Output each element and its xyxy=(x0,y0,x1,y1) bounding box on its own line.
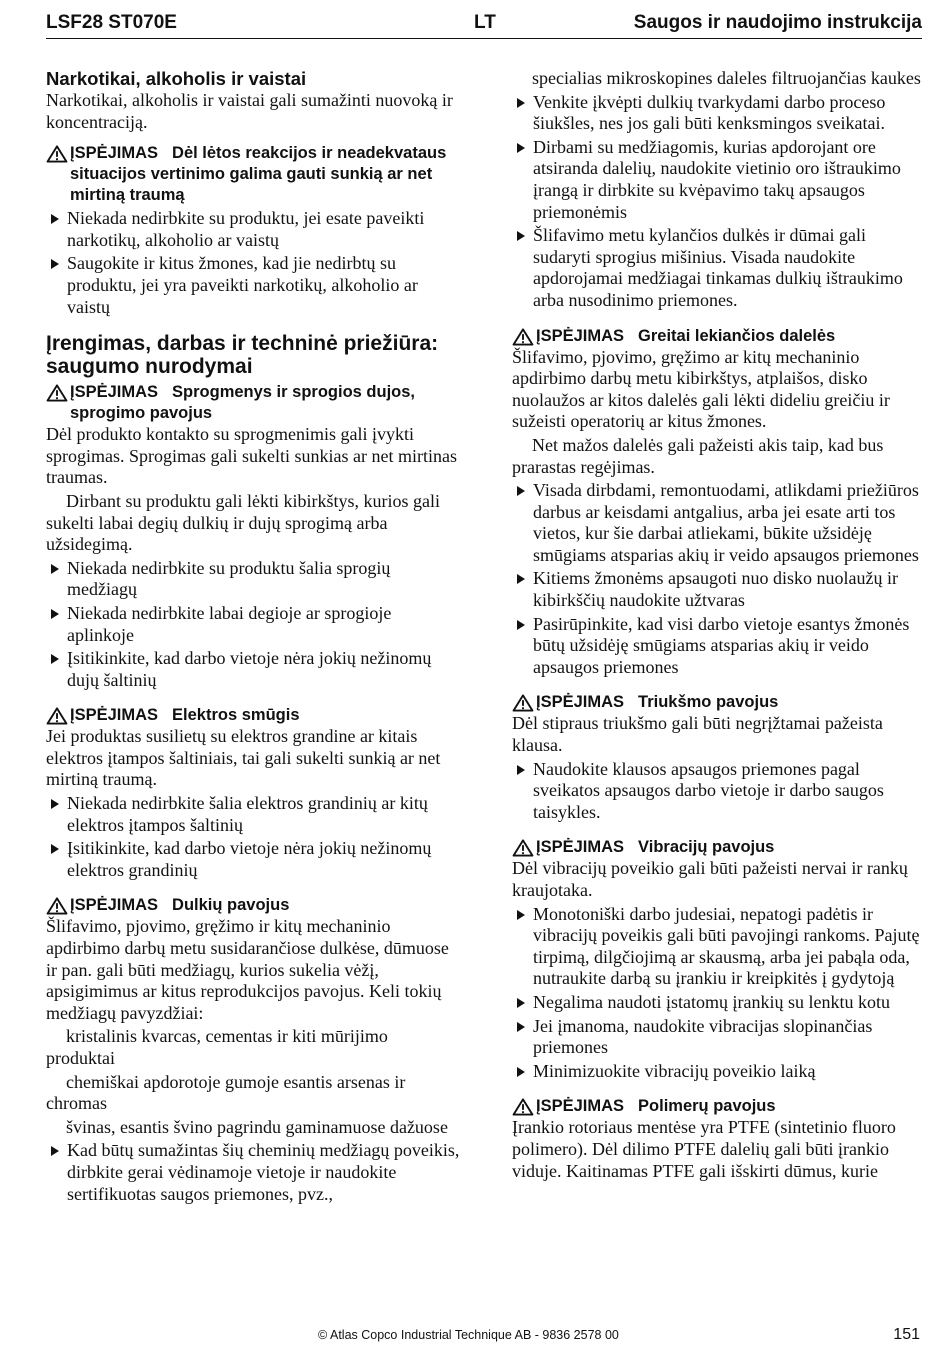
list-item: Naudokite klausos apsaugos priemones pagal sveikatos apsaugos darbo vietoje ir darbo saugos taisykles. xyxy=(512,759,924,824)
header-language: LT xyxy=(474,12,496,33)
polymer-section xyxy=(512,1096,924,1182)
vibration-para-1: Dėl vibracijų poveikio gali būti pažeisti nervai ir rankų kraujotaka. xyxy=(512,858,908,900)
warning-text: Dėl lėtos reakcijos ir neadekvataus situacijos vertinimo galima gauti sunkią ar net mirtiną traumą xyxy=(70,144,447,205)
left-column xyxy=(46,68,460,1207)
warning-label: ĮSPĖJIMAS xyxy=(536,326,625,345)
dust-example: kristalinis kvarcas, cementas ir kiti mūrijimo produktai xyxy=(46,1026,388,1068)
list-item: Niekada nedirbkite su produktu, jei esate paveikti narkotikų, alkoholio ar vaistų xyxy=(46,208,460,251)
warning-text: Sprogmenys ir sprogios dujos, sprogimo pavojus xyxy=(70,383,415,423)
list-item: Šlifavimo metu kylančios dulkės ir dūmai gali sudaryti sprogius mišinius. Visada naudokite apdorojamai medžiagai tinkamas dulkių ištraukimo arba nusodinimo priemones. xyxy=(512,225,924,311)
list-item: Niekada nedirbkite su produktu šalia sprogių medžiagų xyxy=(46,558,460,601)
warning-label: ĮSPĖJIMAS xyxy=(536,838,625,857)
explosive-warning xyxy=(46,382,460,424)
warning-triangle-icon xyxy=(512,1098,534,1116)
warning-text: Triukšmo pavojus xyxy=(638,693,779,712)
warning-text: Dulkių pavojus xyxy=(172,896,290,915)
electric-section xyxy=(46,705,460,881)
list-item: Venkite įkvėpti dulkių tvarkydami darbo proceso šiukšles, nes jos gali būti kenksmingos sveikatai. xyxy=(512,92,924,135)
dust-section xyxy=(46,895,460,1205)
list-item: Kad būtų sumažintas šių cheminių medžiagų poveikis, dirbkite gerai vėdinamoje vietoje ir naudokite sertifikuotas saugos priemones, pvz., xyxy=(46,1140,460,1205)
dust-warning xyxy=(46,895,460,916)
dust-list xyxy=(46,1140,460,1205)
list-item: Monotoniški darbo judesiai, nepatogi padėtis ir vibracijų poveikis gali būti pavojingi rankoms. Pajutę tirpimą, dilgčiojimą ar skausmą, arba jei pabąla oda, nutraukite darbą su įrankiu ir kreipkitės į gydytoją xyxy=(512,904,924,990)
list-item: Saugokite ir kitus žmones, kad jie nedirbtų su produktu, jei yra paveikti narkotikų, alkoholio ar vaistų xyxy=(46,253,460,318)
particles-warning xyxy=(512,326,924,347)
warning-label: ĮSPĖJIMAS xyxy=(70,896,159,915)
polymer-para-1: Įrankio rotoriaus mentėse yra PTFE (sintetinio fluoro polimero). Dėl dilimo PTFE dalelių gali būti įrankio viduje. Kaitinamas PTFE gali išskirti dūmus, kurie xyxy=(512,1117,896,1181)
noise-section xyxy=(512,692,924,823)
list-item: Niekada nedirbkite labai degioje ar sprogioje aplinkoje xyxy=(46,603,460,646)
narcotics-section xyxy=(46,68,460,318)
header-doc-title: Saugos ir naudojimo instrukcija xyxy=(633,12,922,33)
electric-warning xyxy=(46,705,460,726)
vibration-warning xyxy=(512,837,924,858)
warning-label: ĮSPĖJIMAS xyxy=(536,1097,625,1116)
header-model: LSF28 ST070E xyxy=(46,12,177,33)
list-item: Minimizuokite vibracijų poveikio laiką xyxy=(512,1061,924,1083)
particles-section xyxy=(512,326,924,679)
dust-example: chemiškai apdorotoje gumoje esantis arsenas ir chromas xyxy=(46,1071,406,1114)
warning-triangle-icon xyxy=(512,839,534,857)
list-item: Niekada nedirbkite šalia elektros grandinių ar kitų elektros įtampos šaltinių xyxy=(46,793,460,836)
narcotics-warning xyxy=(46,143,460,206)
warning-label: ĮSPĖJIMAS xyxy=(70,383,159,402)
electric-list xyxy=(46,793,460,881)
dust-example: švinas, esantis švino pagrindu gaminamuose dažuose xyxy=(66,1116,448,1137)
narcotics-list xyxy=(46,208,460,318)
dust-continued xyxy=(512,68,924,312)
list-item: Dirbami su medžiagomis, kurias apdorojant ore atsiranda dalelių, naudokite vietinio oro ištraukimo įrangą ir dirbkite su kvėpavimo takų apsaugos priemonėmis xyxy=(512,137,924,223)
right-column xyxy=(512,68,924,1182)
warning-triangle-icon xyxy=(46,897,68,915)
vibration-section xyxy=(512,837,924,1082)
narcotics-intro: Narkotikai, alkoholis ir vaistai gali sumažinti nuovoką ir koncentraciją. xyxy=(46,90,453,132)
warning-triangle-icon xyxy=(46,707,68,725)
footer-copyright: © Atlas Copco Industrial Technique AB - 9836 2578 00 xyxy=(318,1328,619,1342)
explosive-para-2: Dirbant su produktu gali lėkti kibirkštys, kurios gali sukelti labai degių dulkių ir dujų sprogimą arba užsidegimą. xyxy=(46,490,440,555)
dust-continued-text: specialias mikroskopines daleles filtruojančias kaukes xyxy=(532,68,921,88)
warning-text: Greitai lekiančios dalelės xyxy=(638,326,836,345)
warning-triangle-icon xyxy=(46,145,68,163)
dust-para-1: Šlifavimo, pjovimo, gręžimo ir kitų mechaninio apdirbimo darbų metu susidarančiose dulkėse, dūmuose ir pan. gali būti medžiagų, kurios sukelia vėžį, apsigimimus ar kitus reprodukcijos pavojus. Keli tokių medžiagų pavyzdžiai: xyxy=(46,916,449,1023)
noise-warning xyxy=(512,692,924,713)
polymer-warning xyxy=(512,1096,924,1117)
warning-triangle-icon xyxy=(512,328,534,346)
warning-triangle-icon xyxy=(512,694,534,712)
electric-para-1: Jei produktas susilietų su elektros grandine ar kitais elektros įtampos šaltiniais, tai gali sukelti sunkią ar net mirtiną traumą. xyxy=(46,726,441,790)
particles-list xyxy=(512,480,924,678)
narcotics-title: Narkotikai, alkoholis ir vaistai xyxy=(46,68,307,89)
page-header xyxy=(46,10,922,39)
warning-text: Elektros smūgis xyxy=(172,706,300,725)
warning-text: Vibracijų pavojus xyxy=(638,838,775,857)
list-item: Jei įmanoma, naudokite vibracijas slopinančias priemones xyxy=(512,1016,924,1059)
dust-continued-list xyxy=(512,92,924,312)
warning-label: ĮSPĖJIMAS xyxy=(70,706,159,725)
list-item: Visada dirbdami, remontuodami, atlikdami priežiūros darbus ar keisdami antgalius, arba jei esate arti tos vietos, kur šie darbai atliekami, būkite užsidėję smūgiams atsparias akių ir veido apsaugos priemones xyxy=(512,480,924,566)
warning-label: ĮSPĖJIMAS xyxy=(70,144,159,163)
particles-para-1: Šlifavimo, pjovimo, gręžimo ar kitų mechaninio apdirbimo darbų metu kibirkštys, atplaišos, disko nuolaužos ar kitos dalelės gali lėkti dideliu greičiu ir sužeisti operatorių ar kitus žmones. xyxy=(512,346,890,432)
page-number: 151 xyxy=(893,1326,920,1343)
list-item: Kitiems žmonėms apsaugoti nuo disko nuolaužų ir kibirkščių naudokite užtvaras xyxy=(512,568,924,611)
vibration-list xyxy=(512,904,924,1083)
list-item: Negalima naudoti įstatomų įrankių su lenktu kotu xyxy=(512,992,924,1014)
explosive-para-1: Dėl produkto kontakto su sprogmenimis gali įvykti sprogimas. Sprogimas gali sukelti sunkias ar net mirtinas traumas. xyxy=(46,424,457,488)
particles-para-2: Net mažos dalelės gali pažeisti akis taip, kad bus prarastas regėjimas. xyxy=(512,434,884,477)
noise-list xyxy=(512,759,924,824)
explosive-list xyxy=(46,558,460,692)
list-item: Įsitikinkite, kad darbo vietoje nėra jokių nežinomų dujų šaltinių xyxy=(46,648,460,691)
warning-text: Polimerų pavojus xyxy=(638,1097,776,1116)
warning-label: ĮSPĖJIMAS xyxy=(536,693,625,712)
noise-para-1: Dėl stipraus triukšmo gali būti negrįžtamai pažeista klausa. xyxy=(512,713,883,756)
warning-triangle-icon xyxy=(46,384,68,402)
list-item: Pasirūpinkite, kad visi darbo vietoje esantys žmonės būtų užsidėję smūgiams atsparias akių ir veido apsaugos priemones xyxy=(512,614,924,679)
explosive-section xyxy=(46,382,460,691)
list-item: Įsitikinkite, kad darbo vietoje nėra jokių nežinomų elektros grandinių xyxy=(46,838,460,881)
section-title: Įrengimas, darbas ir techninė priežiūra: saugumo nurodymai xyxy=(46,332,439,379)
